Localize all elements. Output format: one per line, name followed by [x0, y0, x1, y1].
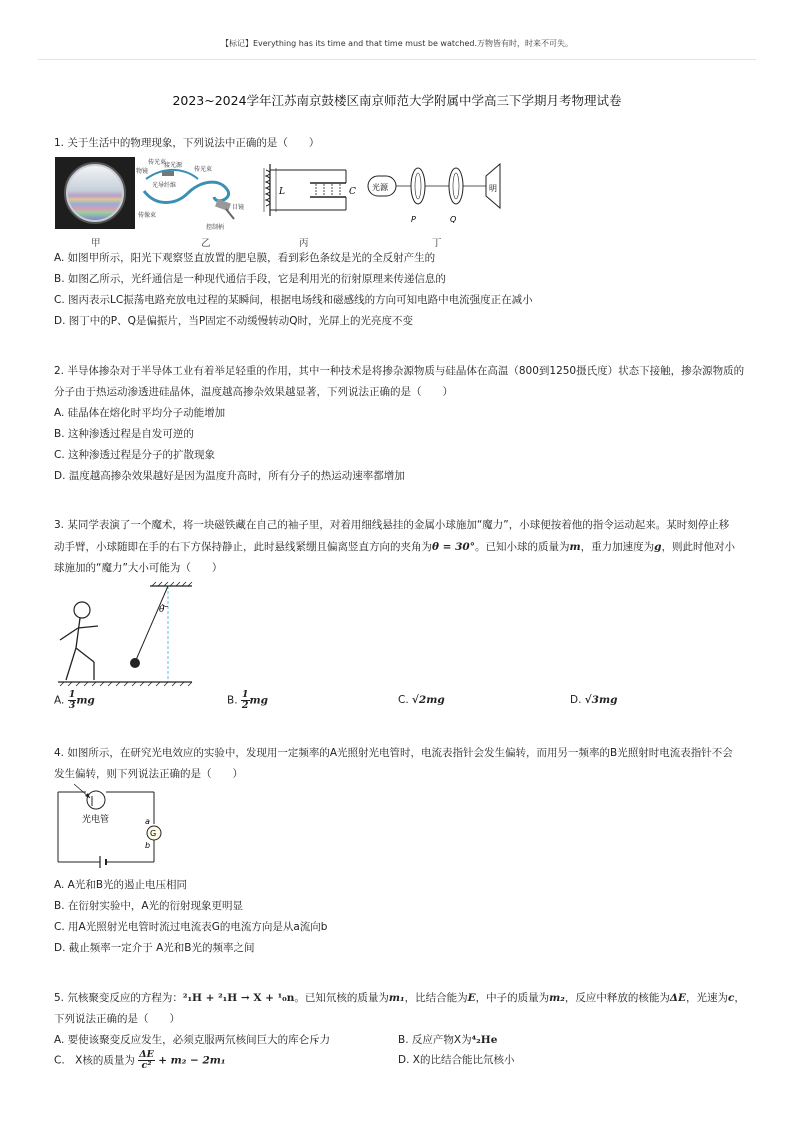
- q5-option-d: D. X的比结合能比氘核小: [398, 1054, 515, 1066]
- q1-stem: 1. 关于生活中的物理现象，下列说法中正确的是（ ）: [54, 137, 320, 149]
- q3-theta-label: θ: [159, 605, 165, 615]
- q1-figure-bing: [256, 160, 354, 220]
- q1-figure-yi: [136, 157, 254, 233]
- q2-stem-line2: 分子由于热运动渗透进硅晶体，温度越高掺杂效果越显著，下列说法正确的是（ ）: [54, 386, 453, 398]
- fig-yi-label-7: 控制柄: [206, 224, 225, 231]
- q5-option-a: A. 要使该聚变反应发生，必须克服两氘核间巨大的库仑斥力: [54, 1034, 331, 1046]
- q1-label-bing: 丙: [299, 238, 309, 249]
- page-header: 【标记】Everything has its time and that time must be watched.万物皆有时，时来不可失。: [220, 39, 574, 48]
- q4-stem-line2: 发生偏转，则下列说法正确的是（ ）: [54, 768, 243, 780]
- q4-option-a: A. A光和B光的遏止电压相同: [54, 879, 188, 891]
- q2-option-a: A. 硅晶体在熔化时平均分子动能增加: [54, 407, 226, 419]
- q2-option-c: C. 这种渗透过程是分子的扩散现象: [54, 449, 216, 461]
- q1-option-d: D. 图丁中的P、Q是偏振片，当P固定不动缓慢转动Q时，光屏上的光亮度不变: [54, 315, 413, 327]
- page-title: 2023~2024学年江苏南京鼓楼区南京师范大学附属中学高三下学期月考物理试卷: [172, 93, 622, 108]
- q4-option-c: C. 用A光照射光电管时流过电流表G的电流方向是从a流向b: [54, 921, 328, 933]
- q1-label-jia: 甲: [91, 238, 101, 249]
- q4-fig-G: G: [150, 829, 157, 838]
- q2-option-d: D. 温度越高掺杂效果越好是因为温度升高时，所有分子的热运动速率都增加: [54, 470, 405, 482]
- q3-option-b: B. $\frac{1}{2}$ mg: [227, 689, 268, 711]
- fig-ding-P: P: [411, 215, 416, 224]
- q4-fig-tube-label: 光电管: [82, 815, 110, 825]
- q1-label-ding: 丁: [432, 238, 442, 249]
- q5-option-c: C. X核的质量为 $\frac{\Delta E}{\text{c²}}$ + m₂ − 2m₁: [54, 1049, 226, 1071]
- q1-figure-jia: [55, 157, 135, 229]
- fig-bing-C: C: [349, 187, 356, 197]
- q1-label-yi: 乙: [201, 238, 211, 249]
- q5-option-b: B. 反应产物X为⁴₂He: [398, 1034, 498, 1046]
- q4-fig-a: a: [145, 817, 150, 826]
- q4-figure: [54, 786, 164, 866]
- q3-stem-line1: 3. 某同学表演了一个魔术，将一块磁铁藏在自己的袖子里，对着用细线悬挂的金属小球施加“魔力”，小球便按着他的指令运动起来。某时刻停止移: [54, 519, 730, 531]
- q4-fig-b: b: [145, 841, 151, 850]
- q4-stem-line1: 4. 如图所示，在研究光电效应的实验中，发现用一定频率的A光照射光电管时，电流表指针会发生偏转，而用另一频率的B光照射时电流表指针不会: [54, 747, 733, 759]
- q3-stem-line3: 球施加的“魔力”大小可能为（ ）: [54, 562, 223, 574]
- q1-figure-ding: [366, 158, 508, 228]
- q4-option-b: B. 在衍射实验中，A光的衍射现象更明显: [54, 900, 244, 912]
- fig-yi-label-3: 光导纤维: [152, 182, 177, 189]
- fig-yi-label-2: 传光束: [194, 166, 213, 173]
- header-divider: [38, 59, 756, 60]
- fig-ding-bright: 明: [489, 184, 497, 193]
- fig-yi-label-0: 传光束: [148, 159, 167, 166]
- q3-option-c: C. √2mg: [398, 694, 445, 706]
- q1-option-a: A. 如图甲所示，阳光下观察竖直放置的肥皂膜，看到彩色条纹是光的全反射产生的: [54, 252, 436, 264]
- q2-stem-line1: 2. 半导体掺杂对于半导体工业有着举足轻重的作用，其中一种技术是将掺杂源物质与硅晶体在高温（800到1250摄氏度）状态下接触，掺杂源物质的: [54, 365, 745, 377]
- q3-stem-line2: 动手臂，小球随即在手的右下方保持静止，此时悬线紧绷且偏离竖直方向的夹角为θ = 30°。已知小球的质量为m，重力加速度为g，则此时他对小: [54, 541, 735, 553]
- fig-ding-Q: Q: [450, 215, 457, 224]
- q5-equation: ²₁H + ²₁H → X + ¹₀n: [182, 992, 295, 1004]
- fig-bing-L: L: [279, 187, 285, 197]
- fig-yi-label-4: 物镜: [136, 168, 149, 175]
- fig-yi-label-5: 目镜: [232, 204, 245, 211]
- q5-stem-line2: 下列说法正确的是（ ）: [54, 1013, 180, 1025]
- fig-yi-label-1: 接光源: [164, 162, 183, 169]
- q3-option-d: D. √3mg: [570, 694, 618, 706]
- q5-stem-line1: 5. 氘核聚变反应的方程为：²₁H + ²₁H → X + ¹₀n。已知氘核的质量为m₁，比结合能为E，中子的质量为m₂，反应中释放的核能为ΔE，光速为c，: [54, 992, 745, 1004]
- q2-option-b: B. 这种渗透过程是自发可逆的: [54, 428, 194, 440]
- q1-option-c: C. 图丙表示LC振荡电路充放电过程的某瞬间，根据电场线和磁感线的方向可知电路中电流强度正在减小: [54, 294, 533, 306]
- q3-figure: [54, 582, 194, 690]
- fig-ding-source: 光源: [372, 183, 388, 192]
- q3-theta-expr: θ = 30°: [432, 541, 475, 553]
- q4-option-d: D. 截止频率一定介于 A光和B光的频率之间: [54, 942, 255, 954]
- fig-yi-label-6: 传像束: [138, 212, 157, 219]
- q3-option-a: A. $\frac{1}{3}$ mg: [54, 689, 95, 711]
- q1-option-b: B. 如图乙所示，光纤通信是一种现代通信手段，它是利用光的衍射原理来传递信息的: [54, 273, 446, 285]
